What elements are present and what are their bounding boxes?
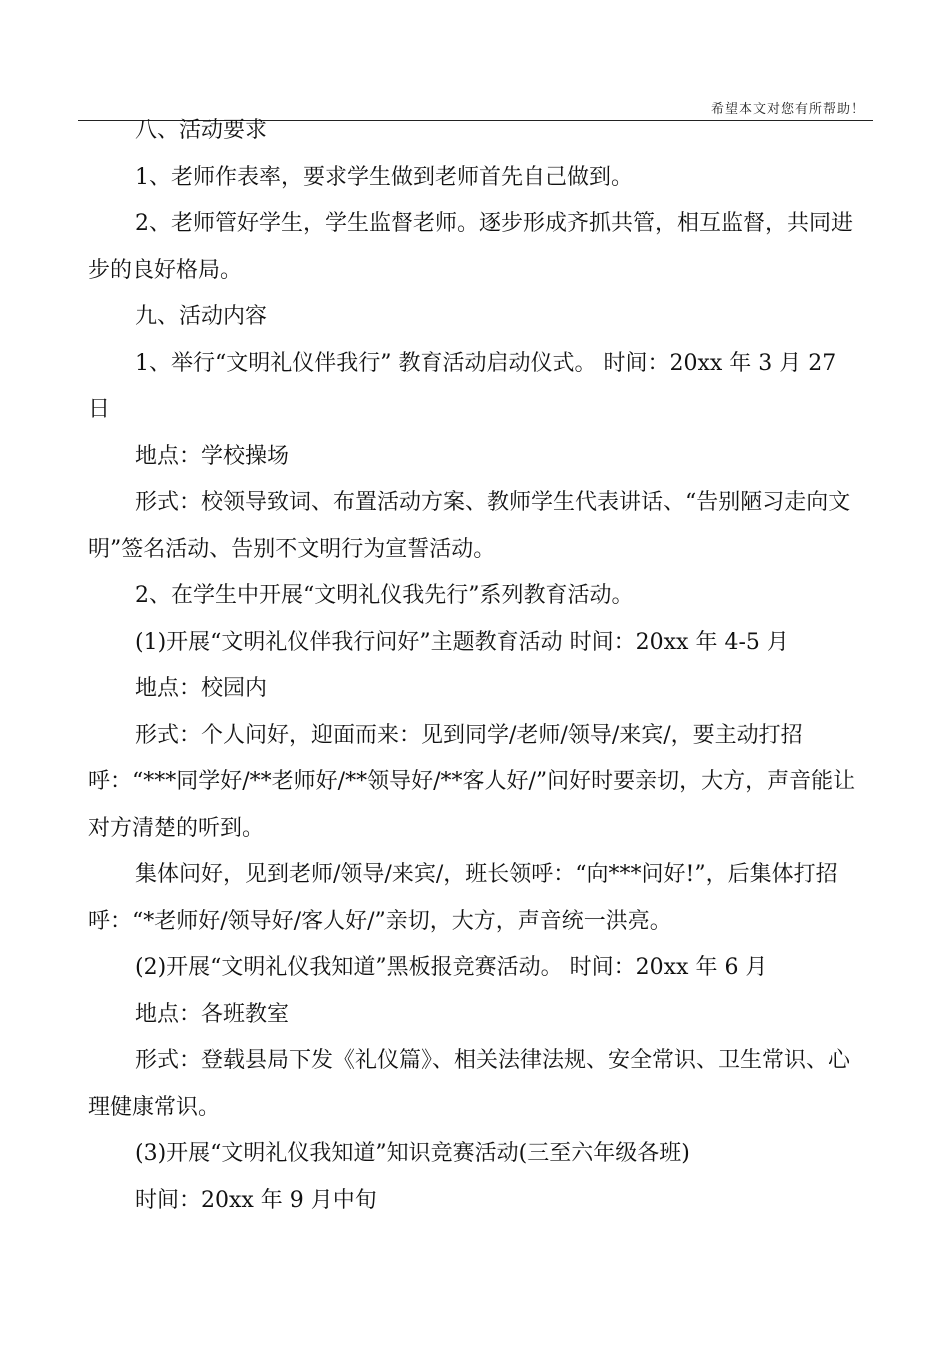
section-heading-requirements: 八、活动要求 <box>135 118 268 143</box>
content-item-2: 2、在学生中开展“文明礼仪我先行”系列教育活动。 <box>135 583 634 608</box>
group-greeting-paragraph: 集体问好，见到老师/领导/来宾/，班长领呼：“向***问好!”，后集体打招呼：“*老师好/领导好/客人好/”亲切，大方，声音统一洪亮。 <box>88 862 838 934</box>
content-item-1: 1、举行“文明礼仪伴我行” 教育活动启动仪式。 时间：20xx 年 3 月 27 日 <box>88 350 844 422</box>
format-line: 形式：个人问好，迎面而来：见到同学/老师/领导/来宾/，要主动打招呼：“***同学好/**老师好/**领导好/**客人好/”问好时要亲切，大方，声音能让对方清楚的听到。 <box>88 722 856 841</box>
sub-activity-3: (3)开展“文明礼仪我知道”知识竞赛活动(三至六年级各班) <box>135 1141 690 1166</box>
header-text: 希望本文对您有所帮助！ <box>710 102 865 117</box>
format-line: 形式：校领导致词、布置活动方案、教师学生代表讲话、“告别陋习走向文明”签名活动、告别不文明行为宣誓活动。 <box>88 490 851 562</box>
time-line: 时间：20xx 年 9 月中旬 <box>135 1187 377 1213</box>
requirement-item-1: 1、老师作表率，要求学生做到老师首先自己做到。 <box>135 164 633 190</box>
location-line: 地点：校园内 <box>135 676 268 701</box>
requirement-item-2: 2、老师管好学生，学生监督老师。逐步形成齐抓共管，相互监督，共同进步的良好格局。 <box>88 211 853 283</box>
sub-activity-2: (2)开展“文明礼仪我知道”黑板报竞赛活动。 时间：20xx 年 6 月 <box>135 955 768 980</box>
location-line: 地点：各班教室 <box>135 1001 290 1027</box>
document-body <box>88 108 863 1224</box>
format-line: 形式：登载县局下发《礼仪篇》、相关法律法规、安全常识、卫生常识、心理健康常识。 <box>88 1048 851 1120</box>
section-heading-content: 九、活动内容 <box>135 304 268 329</box>
sub-activity-1: (1)开展“文明礼仪伴我行问好”主题教育活动 时间：20xx 年 4-5 月 <box>135 629 789 655</box>
location-line: 地点：学校操场 <box>135 443 290 469</box>
